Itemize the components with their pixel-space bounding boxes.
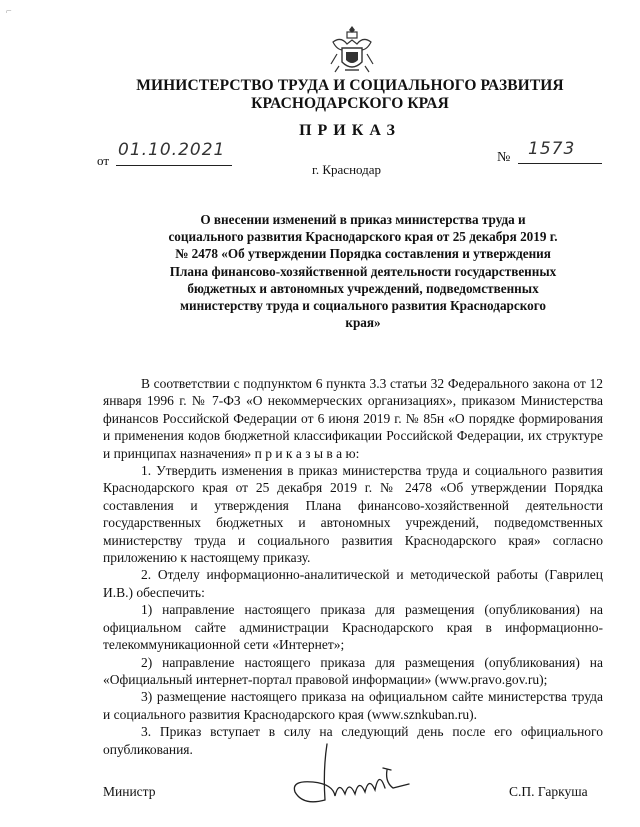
handwritten-signature (283, 740, 413, 812)
scan-corner-mark: ⌐ (6, 6, 12, 17)
paragraph-subitem-1: 1) направление настоящего приказа для размещения (опубликования) на официальном сайте администрации Краснодарского края в информационно-телекоммуникационной сети «Интернет»; (103, 602, 603, 653)
date-value: 01.10.2021 (118, 140, 226, 160)
document-body (103, 375, 603, 758)
document-title: О внесении изменений в приказ министерства труда и социального развития Краснодарского края от 25 декабря 2019 г. № 2478 «Об утверждении Порядка составления и утверждения Плана финансово-хозяйственной деятельности государственных бюджетных и автономных учреждений, подведомственных министерству труда и социального развития Краснодарского края» (168, 212, 558, 331)
paragraph-preamble: В соответствии с подпунктом 6 пункта 3.3 статьи 32 Федерального закона от 12 января 1996 г. № 7-ФЗ «О некоммерческих организациях», приказом Министерства финансов Российской Федерации от 6 июня 2019 г. № 85н «О порядке формирования и применения кодов бюджетной классификации Российской Федерации, их структуре и принципах назначения» п р и к а з ы в а ю: (103, 376, 603, 461)
document-type: ПРИКАЗ (299, 122, 401, 139)
signatory-name: С.П. Гаркуша (509, 784, 588, 799)
city: г. Краснодар (312, 162, 382, 177)
paragraph-item-2: 2. Отделу информационно-аналитической и методической работы (Гаврилец И.В.) обеспечить: (103, 567, 603, 600)
ministry-name-line2: КРАСНОДАРСКОГО КРАЯ (251, 95, 449, 112)
ministry-name-line1: МИНИСТЕРСТВО ТРУДА И СОЦИАЛЬНОГО РАЗВИТИЯ (136, 77, 564, 94)
paragraph-subitem-3: 3) размещение настоящего приказа на официальном сайте министерства труда и социального развития Краснодарского края (www.sznkuban.ru). (103, 689, 603, 722)
paragraph-subitem-2: 2) направление настоящего приказа для размещения (опубликования) на «Официальный интернет-портал правовой информации» (www.pravo.gov.ru); (103, 654, 603, 687)
number-value: 1573 (528, 139, 576, 159)
number-label: № (497, 150, 511, 165)
signatory-position: Министр (103, 784, 156, 799)
coat-of-arms-emblem (327, 24, 377, 76)
paragraph-item-3: 3. Приказ вступает в силу на следующий день после его официального опубликования. (103, 724, 603, 757)
paragraph-item-1: 1. Утвердить изменения в приказ министерства труда и социального развития Краснодарского края от 25 декабря 2019 г. № 2478 «Об утверждении Порядка составления и утверждения Плана финансово-хозяйственной деятельности государственных бюджетных и автономных учреждений, подведомственных министерству труда и социального развития Краснодарского края» согласно приложению к настоящему приказу. (103, 463, 603, 566)
date-label: от (97, 153, 110, 168)
